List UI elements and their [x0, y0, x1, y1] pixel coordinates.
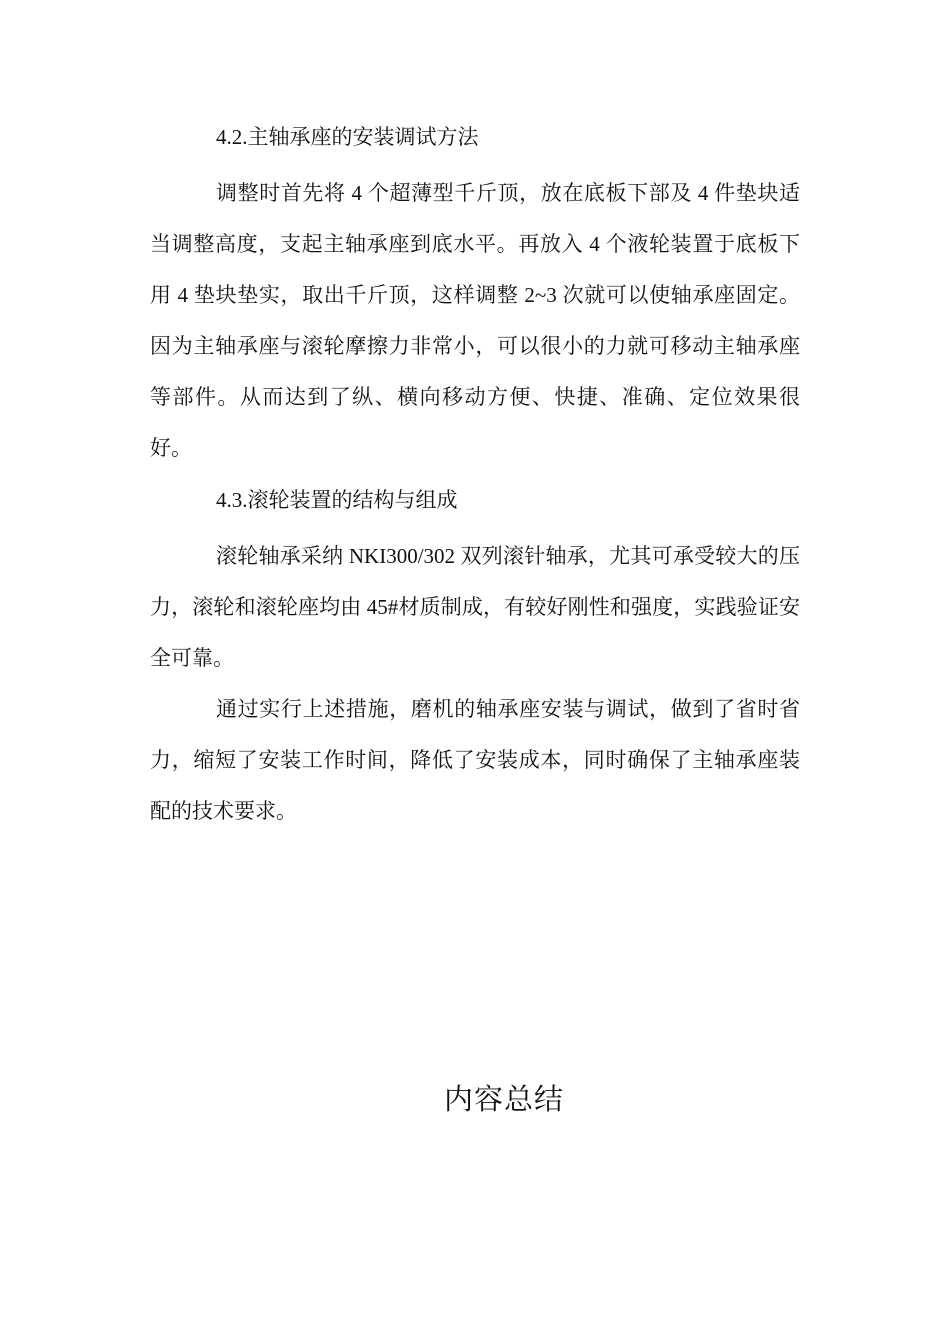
conclusion-paragraph: 通过实行上述措施，磨机的轴承座安装与调试，做到了省时省力，缩短了安装工作时间，降低了安装成本，同时确保了主轴承座装配的技术要求。	[150, 697, 800, 823]
section-paragraph-4-2: 调整时首先将 4 个超薄型千斤顶，放在底板下部及 4 件垫块适当调整高度，支起主轴承座到底水平。再放入 4 个液轮装置于底板下用 4 垫块垫实，取出千斤顶，这样调整 2~3 次就可以使轴承座固定。因为主轴承座与滚轮摩擦力非常小，可以很小的力就可移动主轴承座等部件。从而达到了纵、横向移动方便、快捷、准确、定位效果很好。	[150, 181, 800, 460]
document-body	[150, 117, 800, 837]
section-paragraph-4-3: 滚轮轴承采纳 NKI300/302 双列滚针轴承，尤其可承受较大的压力，滚轮和滚轮座均由 45#材质制成，有较好刚性和强度，实践验证安全可靠。	[150, 544, 800, 670]
section-heading-4-3: 4.3.滚轮装置的结构与组成	[216, 488, 458, 512]
summary-title: 内容总结	[443, 1084, 564, 1116]
section-heading-4-2: 4.2.主轴承座的安装调试方法	[216, 125, 479, 149]
